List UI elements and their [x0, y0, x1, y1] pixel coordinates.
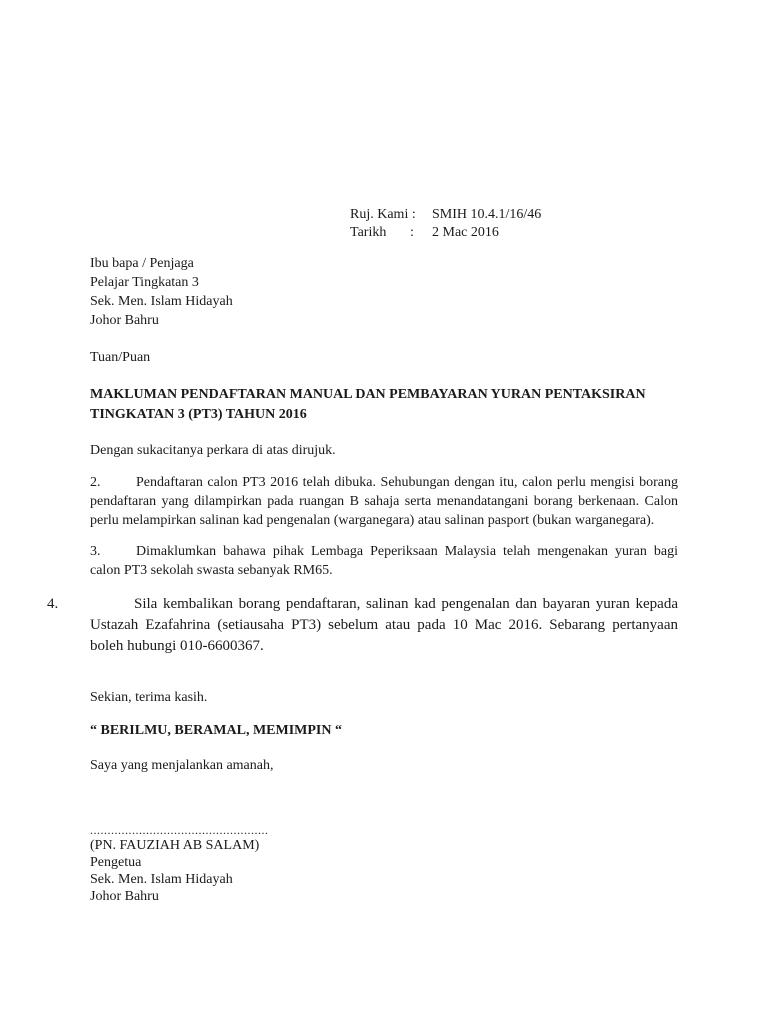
paragraph-number: 3. — [90, 544, 101, 559]
paragraph-text: Sila kembalikan borang pendaftaran, salinan kad pengenalan dan bayaran yuran kepada Ustazah Ezafahrina (setiausaha PT3) sebelum atau pada 10 Mac 2016. Sebarang pertanyaan boleh hubungi 010-6600367. — [90, 596, 678, 654]
paragraph-text: Dimaklumkan bahawa pihak Lembaga Peperiksaan Malaysia telah mengenakan yuran bagi calon PT3 sekolah swasta sebanyak RM65. — [90, 544, 678, 578]
tarikh-colon: : — [410, 225, 414, 240]
trust-line: Saya yang menjalankan amanah, — [90, 758, 274, 773]
reference-row — [350, 205, 680, 223]
closing-text: Sekian, terima kasih. — [90, 690, 208, 705]
paragraph-2 — [90, 473, 678, 530]
title-line: TINGKATAN 3 (PT3) TAHUN 2016 — [90, 407, 307, 422]
signatory-city: Johor Bahru — [90, 889, 159, 904]
salutation: Tuan/Puan — [90, 350, 151, 365]
recipient-line: Pelajar Tingkatan 3 — [90, 275, 199, 290]
ruj-label: Ruj. Kami : — [350, 207, 416, 222]
school-motto: “ BERILMU, BERAMAL, MEMIMPIN “ — [90, 723, 342, 738]
ruj-value: SMIH 10.4.1/16/46 — [432, 207, 542, 222]
letter-title — [90, 385, 680, 425]
tarikh-label: Tarikh — [350, 225, 387, 240]
recipient-line: Ibu bapa / Penjaga — [90, 256, 194, 271]
paragraph-3 — [90, 542, 678, 580]
paragraph-number: 4. — [47, 596, 59, 612]
recipient-address — [90, 254, 490, 330]
recipient-line: Johor Bahru — [90, 313, 159, 328]
paragraph-4 — [90, 594, 678, 657]
signatory-school: Sek. Men. Islam Hidayah — [90, 872, 233, 887]
paragraph-text: Pendaftaran calon PT3 2016 telah dibuka. Sehubungan dengan itu, calon perlu mengisi borang pendaftaran yang dilampirkan pada ruangan B sahaja serta menandatangani borang berkenaan. Calon perlu melampirkan salinan kad pengenalan (warganegara) atau salinan pasport (bukan warganegara). — [90, 475, 678, 528]
signature-block — [90, 836, 259, 904]
recipient-line: Sek. Men. Islam Hidayah — [90, 294, 233, 309]
signatory-name: (PN. FAUZIAH AB SALAM) — [90, 838, 260, 853]
tarikh-value: 2 Mac 2016 — [432, 225, 499, 240]
paragraph-number: 2. — [90, 475, 101, 490]
date-row — [350, 223, 680, 241]
intro-text: Dengan sukacitanya perkara di atas dirujuk. — [90, 443, 336, 458]
reference-block — [350, 205, 680, 241]
signatory-position: Pengetua — [90, 855, 142, 870]
title-line: MAKLUMAN PENDAFTARAN MANUAL DAN PEMBAYARAN YURAN PENTAKSIRAN — [90, 387, 646, 402]
signature-line: ................................................... — [90, 823, 269, 837]
